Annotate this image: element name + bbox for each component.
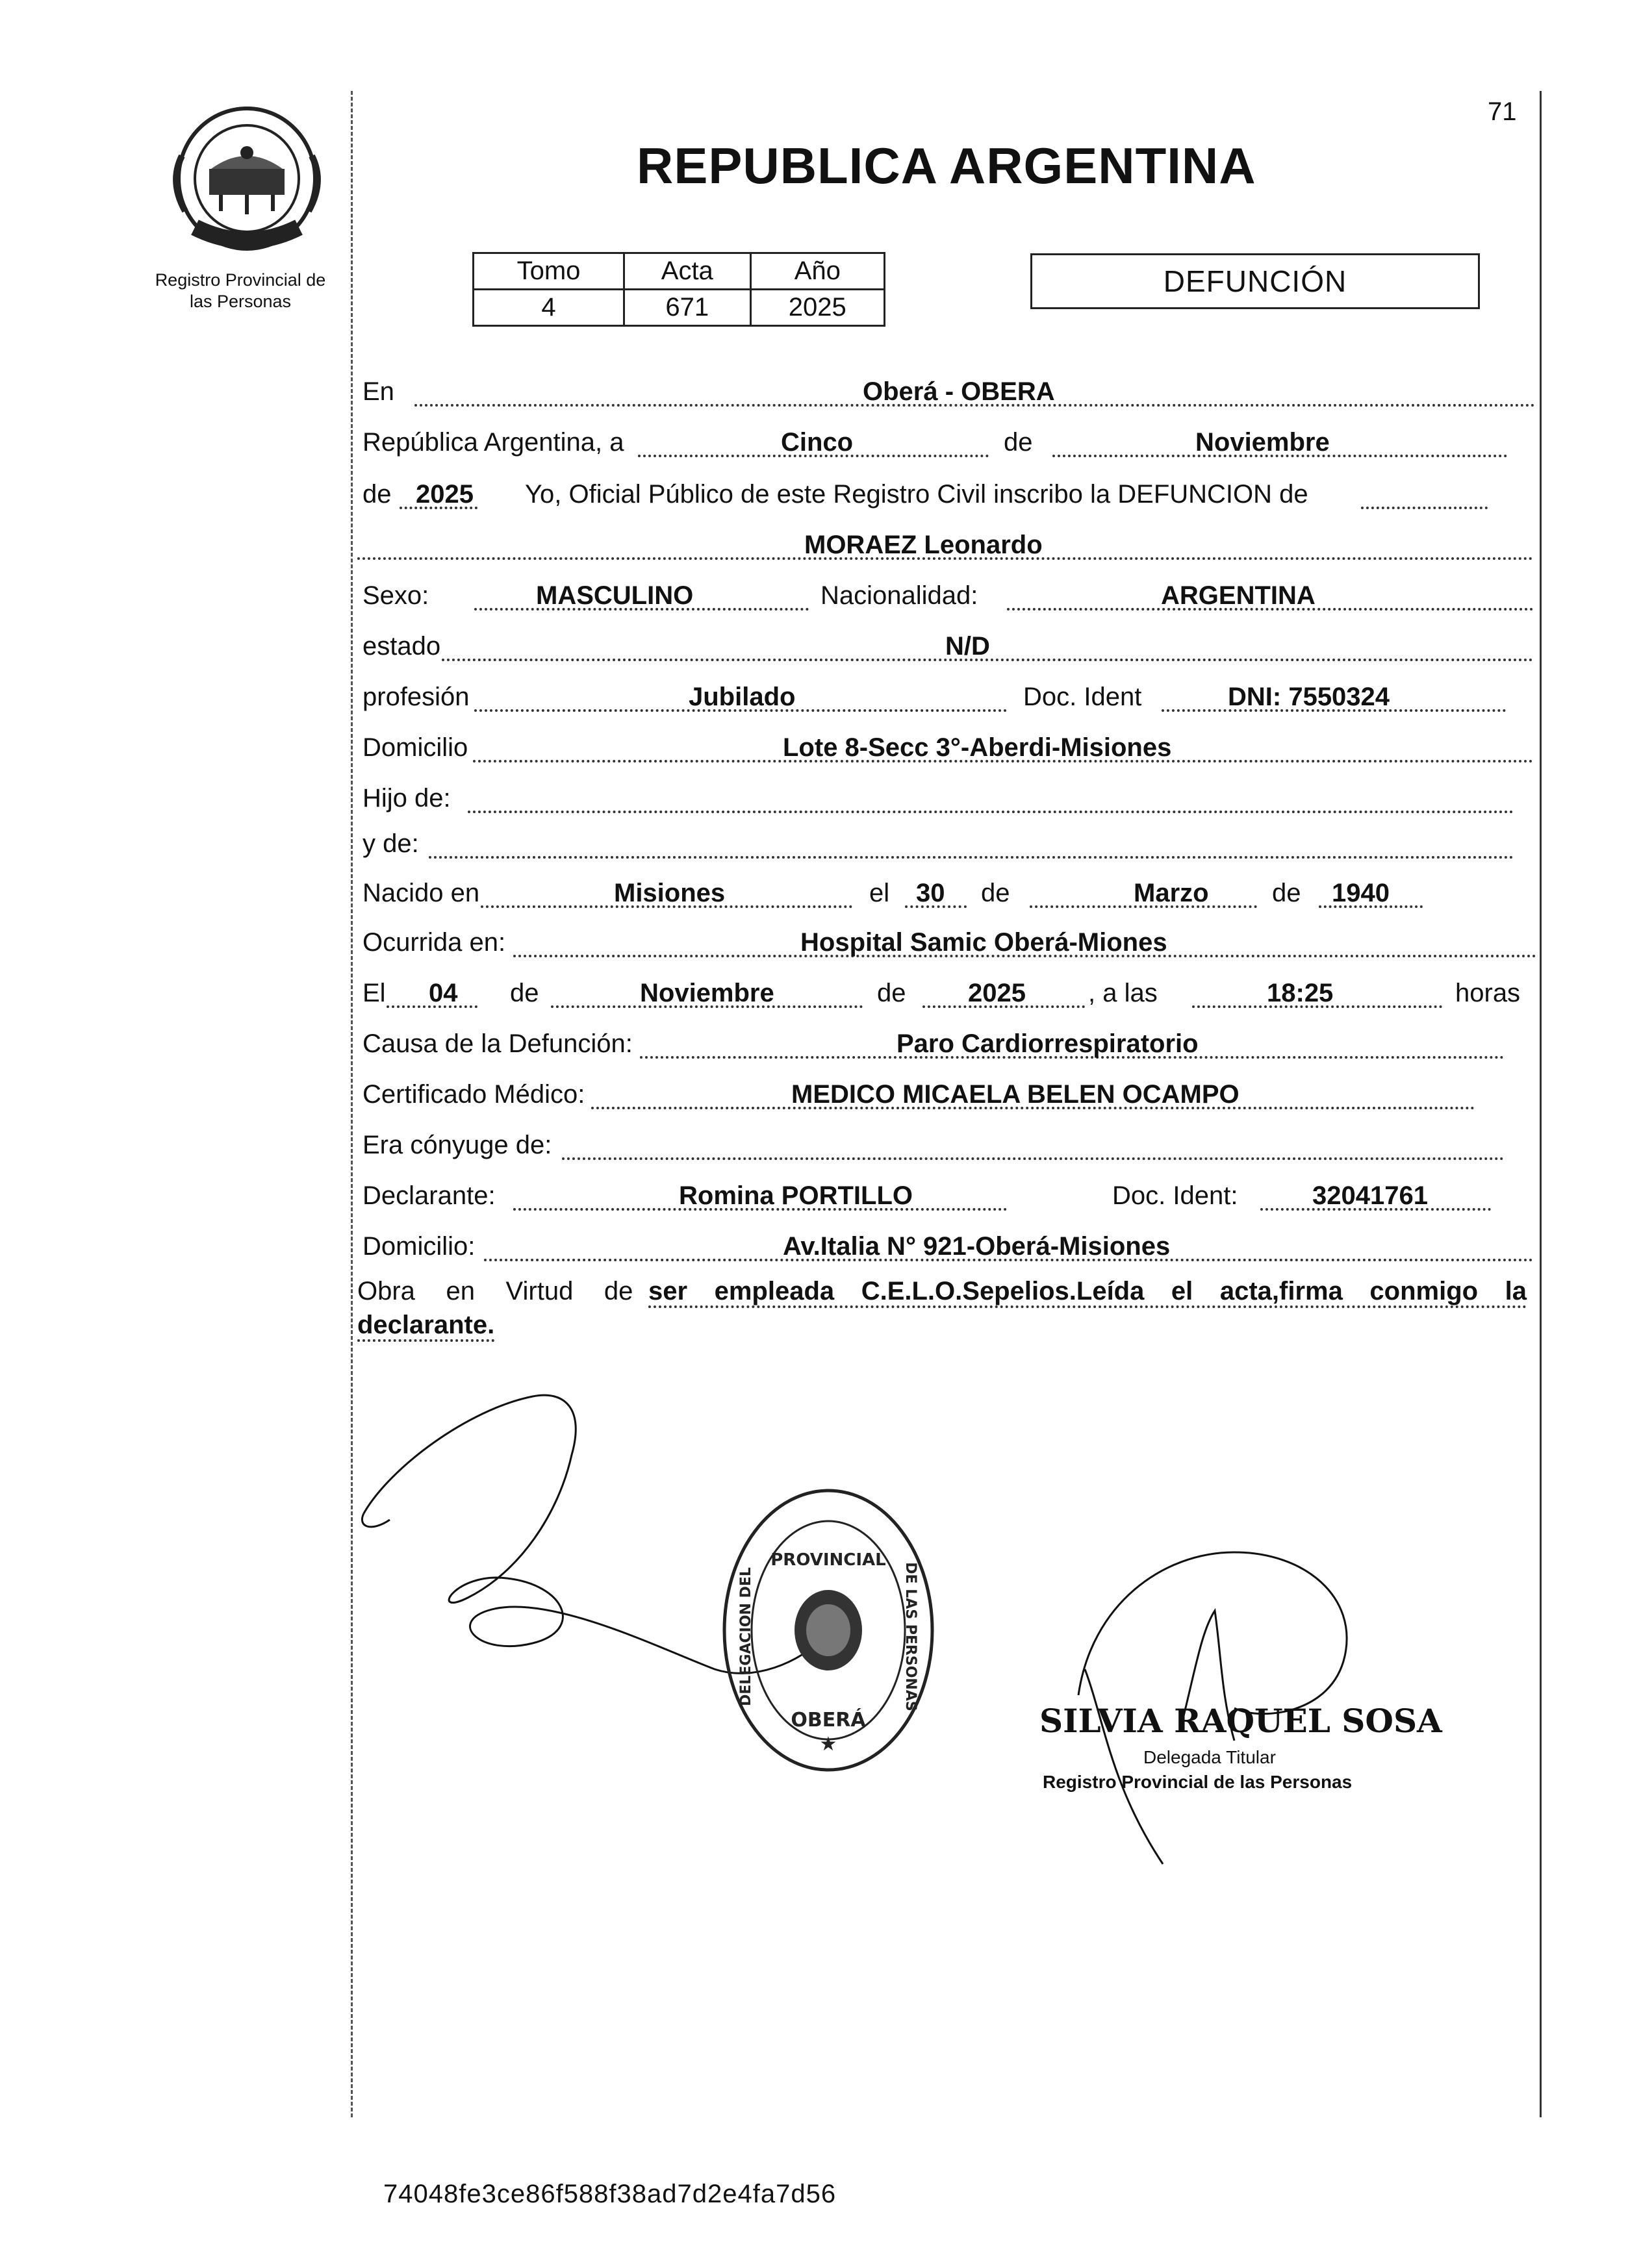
row-domicilio-declarante xyxy=(357,1225,1507,1270)
yde-label: y de: xyxy=(362,829,419,858)
row-profesion xyxy=(357,675,1507,721)
row-nacido xyxy=(357,872,1507,917)
def-dia-value: 04 xyxy=(429,979,458,1007)
causa-label: Causa de la Defunción: xyxy=(362,1029,633,1058)
nacido-label: Nacido en xyxy=(362,879,480,907)
domicilio-label: Domicilio xyxy=(362,733,468,762)
left-margin-line xyxy=(351,91,353,2117)
right-margin-line xyxy=(1540,91,1542,2117)
row-nombre xyxy=(357,523,1507,569)
registry-label-line2: las Personas xyxy=(189,292,292,311)
def-mes-value: Noviembre xyxy=(640,979,774,1007)
estado-label: estado xyxy=(362,632,441,661)
page-number: 71 xyxy=(1488,97,1517,126)
svg-text:PROVINCIAL: PROVINCIAL xyxy=(770,1550,886,1570)
row-hijo xyxy=(357,777,1507,822)
signature-org: Registro Provincial de las Personas xyxy=(1043,1772,1353,1792)
hijo-line xyxy=(468,811,1514,813)
conyuge-line xyxy=(562,1157,1504,1160)
horas-label: horas xyxy=(1455,979,1521,1007)
estado-value: N/D xyxy=(945,632,990,661)
registry-label-line1: Registro Provincial de xyxy=(155,270,326,290)
def-anio-value: 2025 xyxy=(968,979,1026,1007)
en-value: Oberá - OBERA xyxy=(863,377,1055,406)
ref-header-anio: Año xyxy=(750,253,884,290)
row-yde xyxy=(357,822,1507,868)
declarante-value: Romina PORTILLO xyxy=(679,1181,913,1210)
stamp-city: OBERÁ xyxy=(791,1709,866,1732)
row-fecha-defuncion xyxy=(357,972,1521,1017)
page-title: REPUBLICA ARGENTINA xyxy=(637,137,1256,194)
en-label: En xyxy=(362,377,394,406)
yde-line xyxy=(429,856,1514,859)
republica-label: República Argentina, a xyxy=(362,428,624,457)
day-value: Cinco xyxy=(781,428,854,457)
inscribo-line xyxy=(1361,507,1488,509)
el-cap-label: El xyxy=(362,979,386,1007)
record-type-box: DEFUNCIÓN xyxy=(1030,253,1480,309)
deceased-name: MORAEZ Leonardo xyxy=(804,531,1043,559)
reference-table xyxy=(472,252,885,327)
obra-en-virtud xyxy=(357,1274,1527,1342)
svg-text:★: ★ xyxy=(819,1733,837,1756)
de-label-3: de xyxy=(981,879,1010,907)
obra-label: Obra en Virtud de xyxy=(357,1277,633,1305)
domicilio-value: Lote 8-Secc 3°-Aberdi-Misiones xyxy=(783,733,1172,762)
sexo-value: MASCULINO xyxy=(536,581,694,610)
svg-text:DELEGACION DEL: DELEGACION DEL xyxy=(738,1567,754,1706)
causa-value: Paro Cardiorrespiratorio xyxy=(897,1029,1199,1058)
domicilio2-label: Domicilio: xyxy=(362,1232,476,1261)
ref-header-tomo: Tomo xyxy=(474,253,624,290)
delegacion-stamp-icon xyxy=(711,1481,945,1780)
certificado-label: Certificado Médico: xyxy=(362,1080,585,1109)
nacionalidad-value: ARGENTINA xyxy=(1161,581,1316,610)
nacido-lugar-value: Misiones xyxy=(614,879,726,907)
doc-value: DNI: 7550324 xyxy=(1228,683,1390,711)
doc2-value: 32041761 xyxy=(1312,1181,1428,1210)
de-label-6: de xyxy=(877,979,906,1007)
row-domicilio xyxy=(357,726,1507,772)
el-label: el xyxy=(869,879,890,907)
row-conyuge xyxy=(357,1124,1507,1169)
ocurrida-value: Hospital Samic Oberá-Miones xyxy=(800,928,1167,957)
ref-value-anio: 2025 xyxy=(750,290,884,326)
registry-label xyxy=(136,270,344,312)
doc-label: Doc. Ident xyxy=(1023,683,1142,711)
hora-value: 18:25 xyxy=(1267,979,1334,1007)
profesion-label: profesión xyxy=(362,683,470,711)
provincia-de-misiones-seal-icon xyxy=(156,97,338,253)
de-label-5: de xyxy=(510,979,539,1007)
de-label-1: de xyxy=(1004,428,1033,457)
profesion-value: Jubilado xyxy=(689,683,796,711)
hijo-label: Hijo de: xyxy=(362,784,451,813)
conyuge-label: Era cónyuge de: xyxy=(362,1131,552,1159)
row-causa xyxy=(357,1022,1507,1068)
certificado-value: MEDICO MICAELA BELEN OCAMPO xyxy=(791,1080,1240,1109)
row-fecha xyxy=(357,421,1507,466)
row-ocurrida xyxy=(357,921,1507,966)
row-en xyxy=(357,370,1507,416)
year-value: 2025 xyxy=(416,480,474,509)
obra-value: ser empleada C.E.L.O.Sepelios.Leída el acta,firma conmigo la declarante. xyxy=(357,1277,1527,1342)
sexo-label: Sexo: xyxy=(362,581,429,610)
ref-value-tomo: 4 xyxy=(474,290,624,326)
domicilio2-value: Av.Italia N° 921-Oberá-Misiones xyxy=(783,1232,1171,1261)
ocurrida-label: Ocurrida en: xyxy=(362,928,506,957)
signature-role: Delegada Titular xyxy=(1143,1747,1276,1767)
doc2-label: Doc. Ident: xyxy=(1112,1181,1238,1210)
row-declarante xyxy=(357,1174,1507,1220)
svg-text:DE LAS PERSONAS: DE LAS PERSONAS xyxy=(902,1562,919,1711)
row-estado xyxy=(357,625,1507,670)
de-label-4: de xyxy=(1272,879,1301,907)
document-hash: 74048fe3ce86f588f38ad7d2e4fa7d56 xyxy=(383,2180,837,2208)
row-sexo xyxy=(357,574,1507,620)
alas-label: , a las xyxy=(1088,979,1158,1007)
nac-mes-value: Marzo xyxy=(1134,879,1209,907)
declarante-label: Declarante: xyxy=(362,1181,496,1210)
row-certificado xyxy=(357,1073,1507,1118)
nac-dia-value: 30 xyxy=(916,879,945,907)
signature-name: SILVIA RAQUEL SOSA xyxy=(1039,1702,1442,1740)
inscribo-text: Yo, Oficial Público de este Registro Civil inscribo la DEFUNCION de xyxy=(525,480,1308,509)
row-inscribo xyxy=(357,473,1507,518)
de-label-2: de xyxy=(362,480,392,509)
ref-header-acta: Acta xyxy=(624,253,751,290)
nac-anio-value: 1940 xyxy=(1332,879,1390,907)
month-value: Noviembre xyxy=(1195,428,1330,457)
nacionalidad-label: Nacionalidad: xyxy=(820,581,978,610)
ref-value-acta: 671 xyxy=(624,290,751,326)
